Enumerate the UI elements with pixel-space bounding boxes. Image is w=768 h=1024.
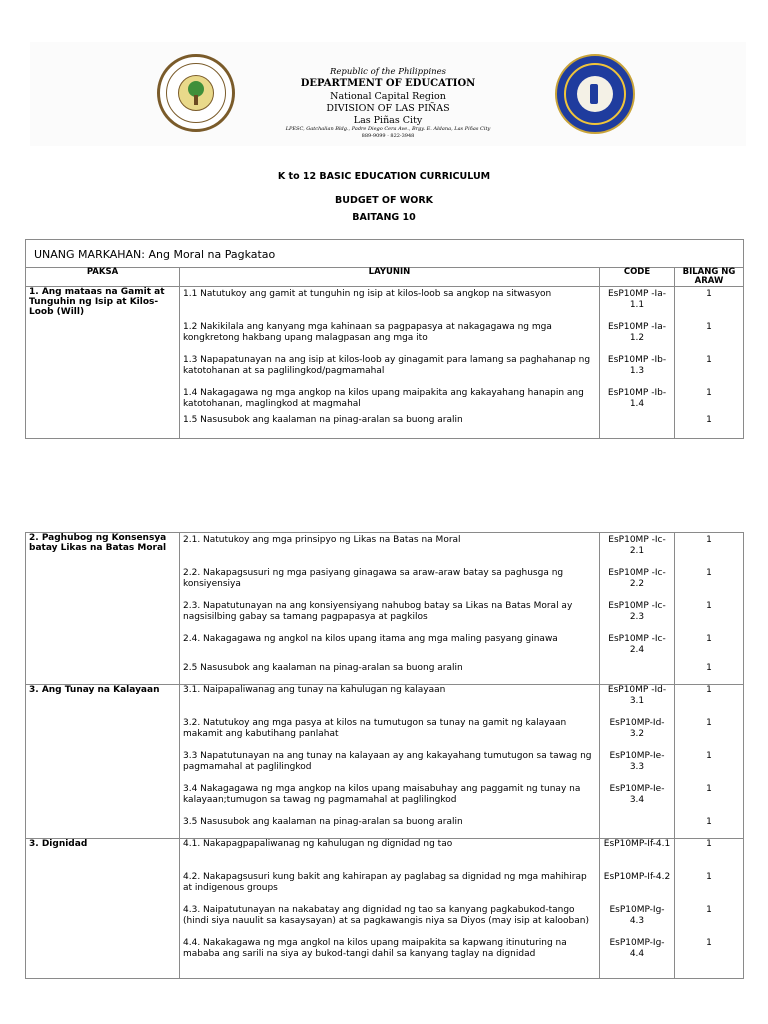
objective-text: 2.2. Nakapagsusuri ng mga pasiyang ginagawa sa araw-araw batay sa paghusga ng konsiyensiya — [183, 568, 564, 589]
letterhead-address: LPESC, Gatchalian Bldg., Padre Diego Cera Ave., Brgy. E. Aldana, Las Piñas City — [285, 126, 491, 132]
codes-cell — [600, 839, 675, 979]
objective-code: EsP10MP -Ic-2.3 — [608, 601, 666, 622]
objective-code: EsP10MP -Id-3.1 — [607, 685, 667, 706]
objective-days: 1 — [706, 355, 712, 365]
objective-days: 1 — [706, 568, 712, 578]
objective-text: 3.5 Nasusubok ang kaalaman na pinag-aralan sa buong aralin — [183, 817, 463, 827]
objective-days: 1 — [706, 839, 712, 849]
col-header-code: CODE — [600, 268, 675, 287]
objective-days: 1 — [706, 905, 712, 915]
objective-code: EsP10MP -Ia- 1.1 — [608, 289, 666, 310]
days-cell — [675, 685, 744, 839]
objective-code: EsP10MP -Ic-2.1 — [608, 535, 666, 556]
objective-text: 3.3 Napatutunayan na ang tunay na kalayaan ay ang kakayahang tumutugon sa tawag ng pagmamahal at paglilingkod — [183, 751, 592, 772]
objective-code: EsP10MP-Id-3.2 — [609, 718, 665, 739]
objective-text: 3.2. Natutukoy ang mga pasya at kilos na tumutugon sa tunay na gamit ng kalayaan makamit ang kabutihang panlahat — [183, 718, 567, 739]
objective-days: 1 — [706, 872, 712, 882]
objective-text: 1.2 Nakikilala ang kanyang mga kahinaan sa pagpapasya at nakagagawa ng mga kongkretong hakbang upang malagpasan ang mga ito — [183, 322, 552, 343]
objective-code: EsP10MP-Ig-4.3 — [609, 905, 665, 926]
objectives-cell — [180, 533, 600, 685]
topic-title: 2. Paghubog ng Konsensya batay Likas na Batas Moral — [26, 533, 180, 685]
objective-code: EsP10MP-Ie-3.3 — [609, 751, 665, 772]
letterhead-republic: Republic of the Philippines — [329, 67, 447, 77]
objective-code — [603, 415, 671, 436]
codes-cell — [600, 533, 675, 685]
objective-text: 4.1. Nakapagpapaliwanag ng kahulugan ng dignidad ng tao — [183, 839, 453, 849]
topic-row — [26, 839, 744, 979]
budget-heading: BUDGET OF WORK — [334, 195, 434, 206]
objective-days: 1 — [706, 685, 712, 695]
objective-text: 2.5 Nasusubok ang kaalaman na pinag-aralan sa buong aralin — [183, 663, 463, 673]
letterhead-phone: 889-9099 · 822-3948 — [361, 133, 415, 139]
objective-code — [603, 663, 671, 684]
objective-days: 1 — [706, 388, 712, 398]
objective-code: EsP10MP -Ib-1.4 — [607, 388, 667, 409]
objective-days: 1 — [706, 601, 712, 611]
topic-row — [26, 287, 744, 439]
objective-days: 1 — [706, 322, 712, 332]
objective-code: EsP10MP -Ic-2.4 — [608, 634, 666, 655]
objective-code: EsP10MP-If-4.1 — [603, 839, 671, 849]
codes-cell — [600, 287, 675, 439]
objective-code: EsP10MP -Ia- 1.2 — [608, 322, 666, 343]
objective-days: 1 — [706, 415, 712, 425]
objective-days: 1 — [706, 634, 712, 644]
objective-code: EsP10MP-Ie-3.4 — [609, 784, 665, 805]
budget-table-top — [25, 239, 744, 439]
col-header-layunin: LAYUNIN — [180, 268, 600, 287]
topic-title: 1. Ang mataas na Gamit at Tunguhin ng Isip at Kilos-Loob (Will) — [26, 287, 180, 439]
objective-days: 1 — [706, 817, 712, 827]
topic-title: 3. Dignidad — [26, 839, 180, 979]
letterhead — [30, 42, 746, 146]
objective-days: 1 — [706, 938, 712, 948]
objectives-cell — [180, 685, 600, 839]
objective-text: 3.4 Nakagagawa ng mga angkop na kilos upang maisabuhay ang paggamit ng tunay na kalayaan;tumugon sa tawag ng pagmamahal at paglilingkod — [183, 784, 581, 805]
objective-days: 1 — [706, 289, 712, 299]
objective-days: 1 — [706, 663, 712, 673]
objective-days: 1 — [706, 751, 712, 761]
curriculum-heading: K to 12 BASIC EDUCATION CURRICULUM — [277, 171, 491, 182]
topic-row — [26, 685, 744, 839]
col-header-days: BILANG NG ARAW — [675, 268, 744, 287]
objective-code: EsP10MP-If-4.2 — [603, 872, 671, 882]
objective-days: 1 — [706, 784, 712, 794]
letterhead-division: DIVISION OF LAS PIÑAS — [326, 103, 450, 114]
objective-text: 1.4 Nakagagawa ng mga angkop na kilos upang maipakita ang kakayahang hanapin ang katotohanan, maglingkod at magmahal — [183, 388, 584, 409]
topic-title: 3. Ang Tunay na Kalayaan — [26, 685, 180, 839]
objective-code: EsP10MP-Ig-4.4 — [609, 938, 665, 959]
quarter-title: UNANG MARKAHAN: Ang Moral na Pagkatao — [26, 240, 744, 268]
objective-text: 2.1. Natutukoy ang mga prinsipyo ng Likas na Batas na Moral — [183, 535, 461, 545]
objective-text: 4.3. Naipatutunayan na nakabatay ang dignidad ng tao sa kanyang pagkabukod-tango (hindi siya nauulit sa kasaysayan) at sa pagkawangis niya sa Diyos (may isip at kalooban) — [183, 905, 589, 926]
topic-row — [26, 533, 744, 685]
days-cell — [675, 839, 744, 979]
grade-heading: BAITANG 10 — [352, 212, 416, 223]
objective-code: EsP10MP -Ic-2.2 — [608, 568, 666, 589]
objective-days: 1 — [706, 535, 712, 545]
objective-text: 1.5 Nasusubok ang kaalaman na pinag-aralan sa buong aralin — [183, 415, 463, 425]
letterhead-department: DEPARTMENT OF EDUCATION — [300, 78, 476, 89]
objective-code — [603, 817, 671, 838]
objectives-cell — [180, 839, 600, 979]
objective-text: 2.3. Napatutunayan na ang konsiyensiyang nahubog batay sa Likas na Batas Moral ay nagsisilbing gabay sa tamang pagpapasya at pagkilos — [183, 601, 573, 622]
objective-text: 1.1 Natutukoy ang gamit at tunguhin ng isip at kilos-loob sa angkop na sitwasyon — [183, 289, 552, 299]
objective-text: 4.4. Nakakagawa ng mga angkol na kilos upang maipakita sa kapwang itinuturing na mababa ang sarili na siya ay bukod-tangi dahil sa kanyang taglay na dignidad — [183, 938, 567, 959]
objective-text: 4.2. Nakapagsusuri kung bakit ang kahirapan ay paglabag sa dignidad ng mga mahihirap at indigenous groups — [183, 872, 587, 893]
objective-code: EsP10MP -Ib-1.3 — [607, 355, 667, 376]
letterhead-region: National Capital Region — [330, 91, 446, 102]
objectives-cell — [180, 287, 600, 439]
objective-text: 3.1. Naipapaliwanag ang tunay na kahulugan ng kalayaan — [183, 685, 446, 695]
objective-text: 1.3 Napapatunayan na ang isip at kilos-loob ay ginagamit para lamang sa paghahanap ng katotohanan at sa paglilingkod/pagmamahal — [183, 355, 591, 376]
days-cell — [675, 287, 744, 439]
days-cell — [675, 533, 744, 685]
codes-cell — [600, 685, 675, 839]
letterhead-city: Las Piñas City — [353, 115, 423, 126]
objective-text: 2.4. Nakagagawa ng angkol na kilos upang itama ang mga maling pasyang ginawa — [183, 634, 558, 644]
objective-days: 1 — [706, 718, 712, 728]
col-header-paksa: PAKSA — [26, 268, 180, 287]
budget-table-bottom — [25, 532, 744, 979]
